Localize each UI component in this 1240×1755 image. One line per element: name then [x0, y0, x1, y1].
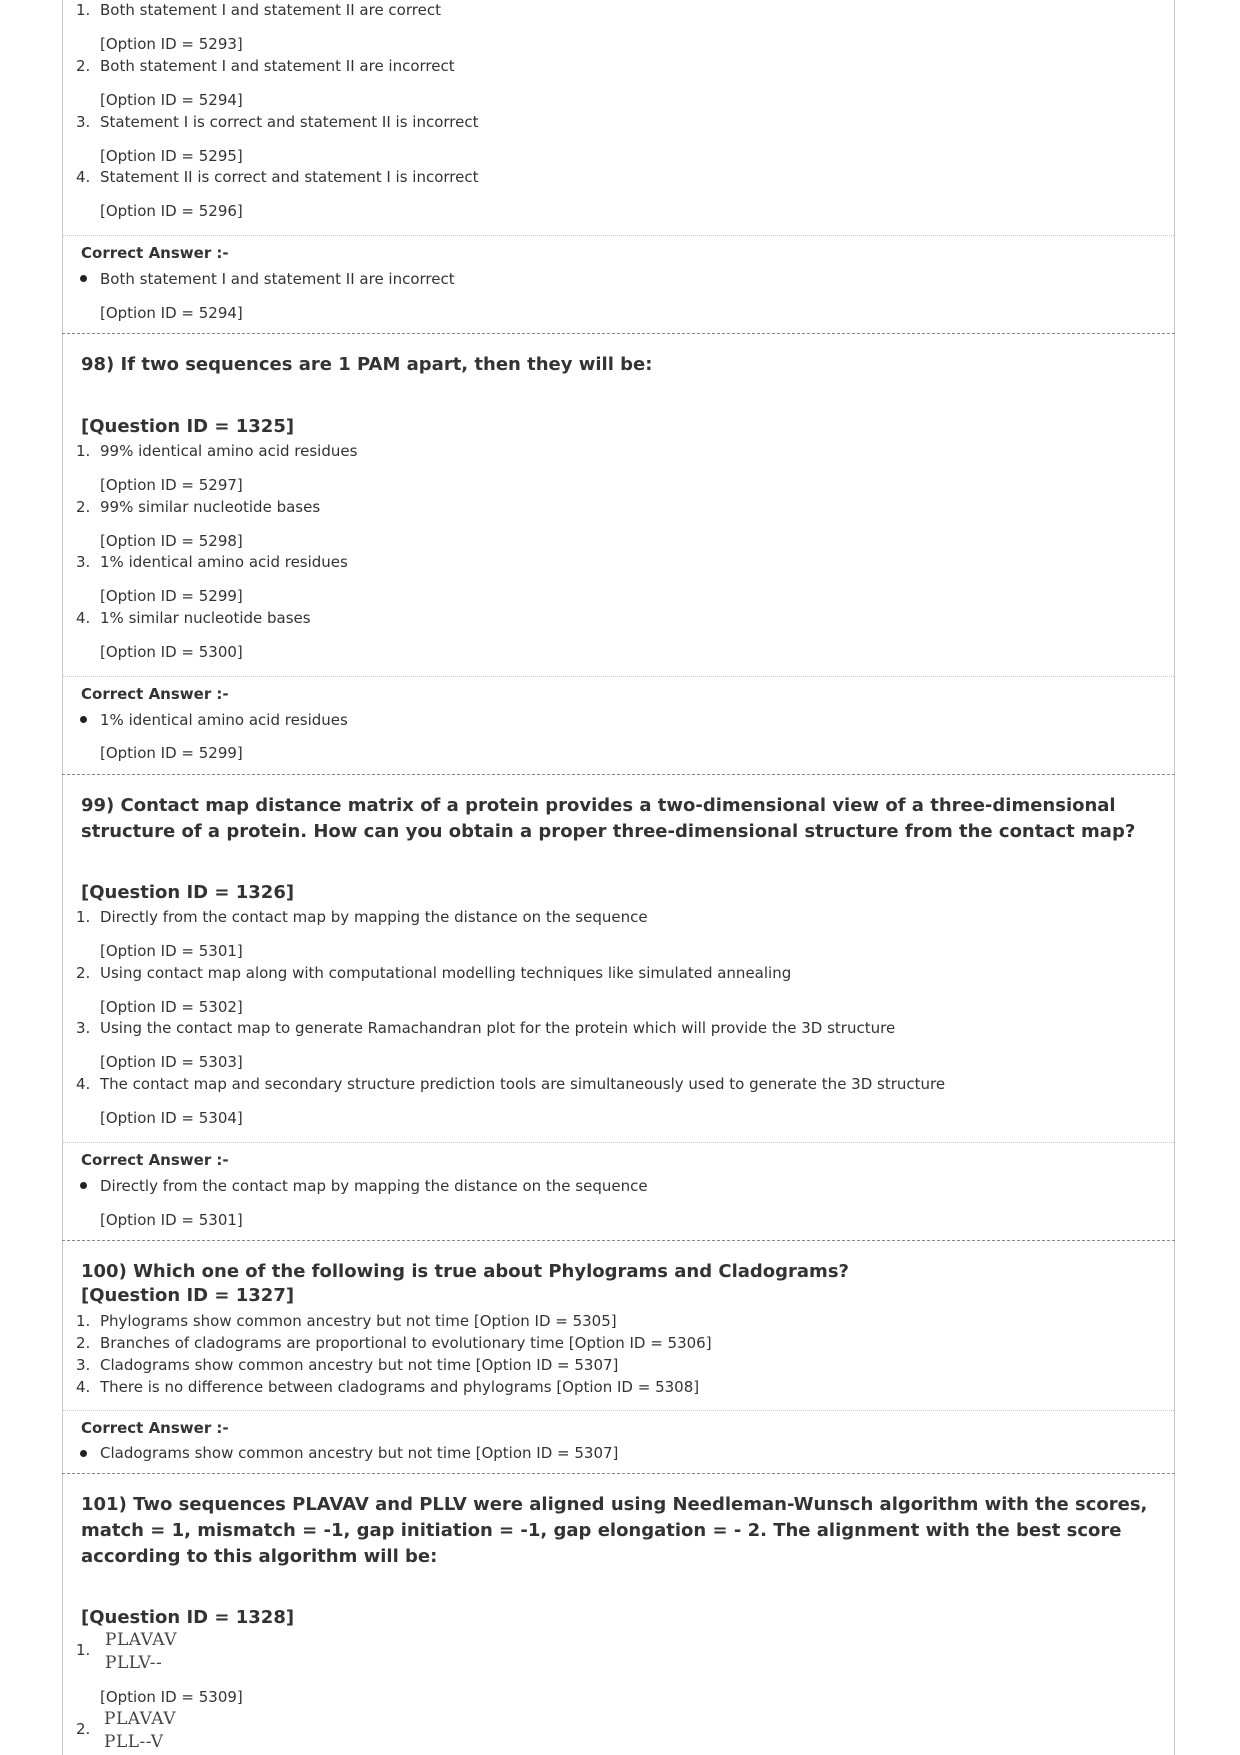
correct-answer-option-id: [Option ID = 5301] [100, 1211, 243, 1229]
option-id: [Option ID = 5297] [100, 476, 243, 494]
alignment-line-1: PLAVAV [105, 1630, 177, 1650]
correct-answer-option-id: [Option ID = 5294] [100, 304, 243, 322]
option-text: There is no difference between cladograms and phylograms [Option ID = 5308] [100, 1378, 700, 1396]
option-id: [Option ID = 5296] [100, 202, 243, 220]
option-number: 4. [76, 1075, 91, 1093]
option-number: 3. [76, 113, 91, 131]
option-id: [Option ID = 5299] [100, 587, 243, 605]
question-id: [Question ID = 1327] [81, 1285, 295, 1306]
option-text: The contact map and secondary structure prediction tools are simultaneously used to generate the 3D structure [100, 1075, 946, 1093]
option-id: [Option ID = 5304] [100, 1109, 243, 1127]
bullet-icon [80, 275, 87, 282]
option-id: [Option ID = 5295] [100, 147, 243, 165]
question-text: 98) If two sequences are 1 PAM apart, then they will be: [81, 354, 653, 375]
option-number: 2. [76, 964, 91, 982]
option-number: 1. [76, 442, 91, 460]
question-text: 101) Two sequences PLAVAV and PLLV were aligned using Needleman-Wunsch algorithm with the scores, match = 1, mismatch = -1, gap initiation = -1, gap elongation = - 2. The alignment with the best score according to this algorithm will be: [81, 1494, 1148, 1567]
question-text: 100) Which one of the following is true about Phylograms and Cladograms? [81, 1261, 849, 1282]
question-id: [Question ID = 1325] [81, 416, 295, 437]
bullet-icon [80, 1182, 87, 1189]
divider [63, 1142, 1174, 1143]
question-id: [Question ID = 1328] [81, 1607, 295, 1628]
option-number: 1. [76, 1641, 91, 1659]
option-id: [Option ID = 5303] [100, 1053, 243, 1071]
option-id: [Option ID = 5302] [100, 998, 243, 1016]
option-text: Phylograms show common ancestry but not time [Option ID = 5305] [100, 1312, 617, 1330]
question-separator [62, 774, 1175, 775]
option-text: Cladograms show common ancestry but not time [Option ID = 5307] [100, 1356, 619, 1374]
alignment-line-1: PLAVAV [104, 1709, 176, 1729]
option-text: Statement II is correct and statement I is incorrect [100, 168, 479, 186]
option-number: 4. [76, 1378, 91, 1396]
option-text: 1% identical amino acid residues [100, 553, 348, 571]
correct-answer-text: Directly from the contact map by mapping the distance on the sequence [100, 1177, 648, 1195]
question-id: [Question ID = 1326] [81, 882, 295, 903]
divider [63, 1410, 1174, 1411]
option-text: Using contact map along with computational modelling techniques like simulated annealing [100, 964, 792, 982]
option-id: [Option ID = 5309] [100, 1688, 243, 1706]
correct-answer-text: 1% identical amino acid residues [100, 711, 348, 729]
correct-answer-option-id: [Option ID = 5299] [100, 744, 243, 762]
question-separator [62, 333, 1175, 334]
correct-answer-label: Correct Answer :- [81, 244, 229, 262]
option-number: 4. [76, 168, 91, 186]
option-text: Both statement I and statement II are incorrect [100, 57, 455, 75]
correct-answer-text: Cladograms show common ancestry but not time [Option ID = 5307] [100, 1444, 619, 1462]
option-text: Using the contact map to generate Ramachandran plot for the protein which will provide the 3D structure [100, 1019, 896, 1037]
option-number: 3. [76, 1019, 91, 1037]
bullet-icon [80, 1450, 87, 1457]
alignment-line-2: PLL--V [104, 1732, 164, 1752]
option-number: 2. [76, 1720, 91, 1738]
option-text: 99% similar nucleotide bases [100, 498, 321, 516]
option-text: Branches of cladograms are proportional to evolutionary time [Option ID = 5306] [100, 1334, 712, 1352]
option-id: [Option ID = 5293] [100, 35, 243, 53]
correct-answer-label: Correct Answer :- [81, 685, 229, 703]
option-id: [Option ID = 5298] [100, 532, 243, 550]
option-number: 3. [76, 1356, 91, 1374]
option-text: Statement I is correct and statement II is incorrect [100, 113, 479, 131]
option-number: 2. [76, 57, 91, 75]
question-separator [62, 1473, 1175, 1474]
option-number: 2. [76, 498, 91, 516]
correct-answer-label: Correct Answer :- [81, 1151, 229, 1169]
option-id: [Option ID = 5300] [100, 643, 243, 661]
correct-answer-label: Correct Answer :- [81, 1419, 229, 1437]
option-id: [Option ID = 5294] [100, 91, 243, 109]
option-number: 1. [76, 1312, 91, 1330]
option-text: 99% identical amino acid residues [100, 442, 358, 460]
option-text: 1% similar nucleotide bases [100, 609, 311, 627]
alignment-line-2: PLLV-- [105, 1653, 163, 1673]
question-separator [62, 1240, 1175, 1241]
divider [63, 235, 1174, 236]
correct-answer-text: Both statement I and statement II are incorrect [100, 270, 455, 288]
option-text: Directly from the contact map by mapping the distance on the sequence [100, 908, 648, 926]
option-number: 3. [76, 553, 91, 571]
option-id: [Option ID = 5301] [100, 942, 243, 960]
option-number: 1. [76, 908, 91, 926]
option-number: 2. [76, 1334, 91, 1352]
bullet-icon [80, 716, 87, 723]
option-number: 4. [76, 609, 91, 627]
divider [63, 676, 1174, 677]
option-number: 1. [76, 1, 91, 19]
question-text: 99) Contact map distance matrix of a protein provides a two-dimensional view of a three-dimensional structure of a protein. How can you obtain a proper three-dimensional structure from the contact map? [81, 795, 1136, 842]
option-text: Both statement I and statement II are correct [100, 1, 441, 19]
